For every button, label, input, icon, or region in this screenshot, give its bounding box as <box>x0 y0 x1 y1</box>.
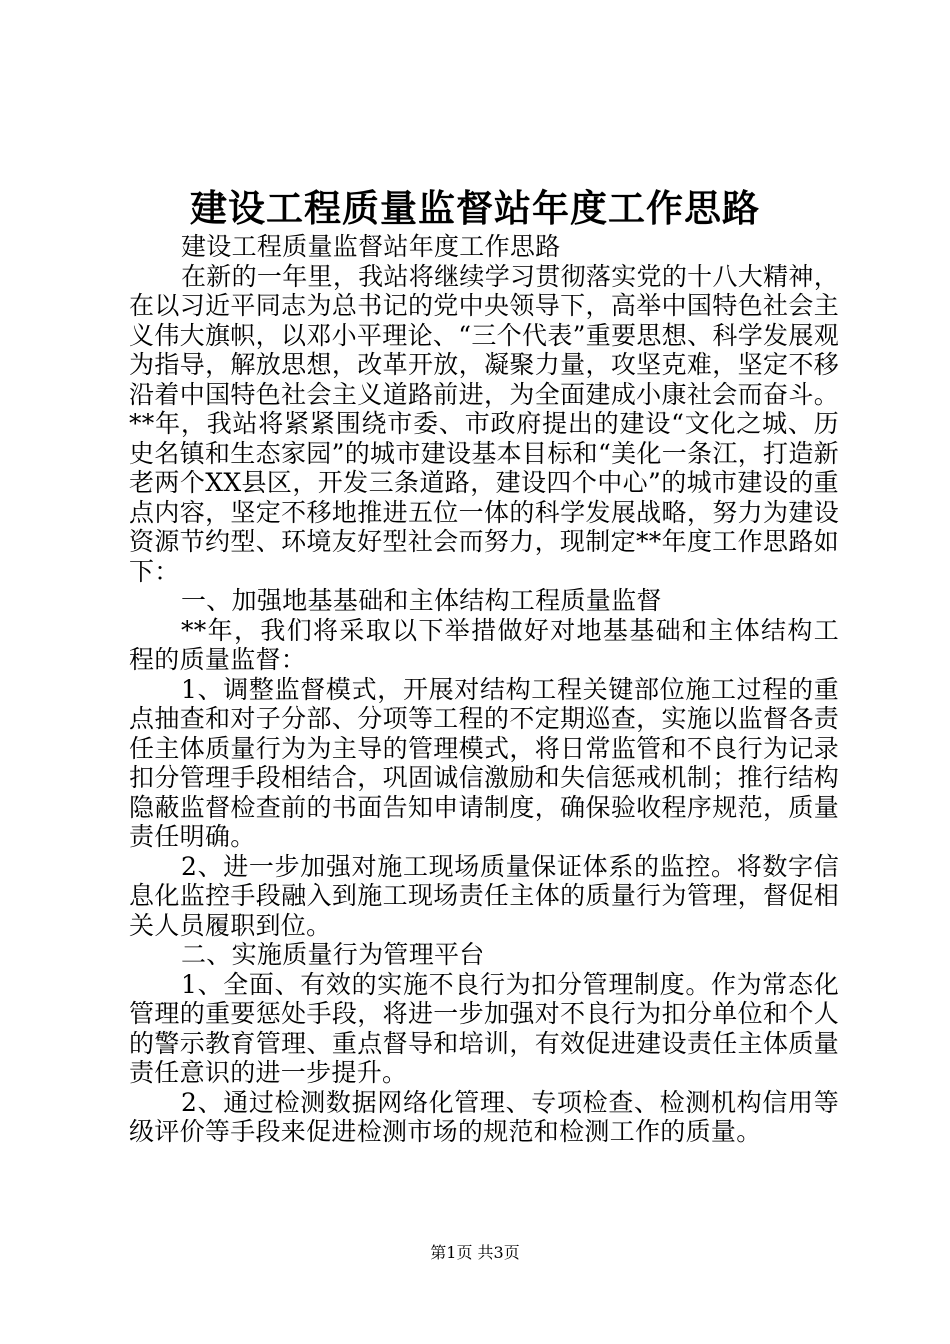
section-heading-2: 二、实施质量行为管理平台 <box>181 940 485 969</box>
page-footer: 第1页 共3页 <box>430 1243 520 1262</box>
document-title: 建设工程质量监督站年度工作思路 <box>190 186 760 230</box>
section-1-item-2: 2、进一步加强对施工现场质量保证体系的监控。将数字信息化监控手段融入到施工现场责任主体的质量行为管理，督促相关人员履职到位。 <box>129 851 839 940</box>
document-body <box>129 232 839 1147</box>
section-1-lead: **年，我们将采取以下举措做好对地基基础和主体结构工程的质量监督： <box>129 615 839 674</box>
section-1-item-1: 1、调整监督模式，开展对结构工程关键部位施工过程的重点抽查和对子分部、分项等工程的不定期巡查，实施以监督各责任主体质量行为为主导的管理模式，将日常监管和不良行为记录扣分管理手段相结合，巩固诚信激励和失信惩戒机制；推行结构隐蔽监督检查前的书面告知申请制度，确保验收程序规范，质量责任明确。 <box>129 674 839 851</box>
section-2-item-1: 1、全面、有效的实施不良行为扣分管理制度。作为常态化管理的重要惩处手段，将进一步加强对不良行为扣分单位和个人的警示教育管理、重点督导和培训，有效促进建设责任主体质量责任意识的进一步提升。 <box>129 969 839 1087</box>
intro-paragraph: 在新的一年里，我站将继续学习贯彻落实党的十八大精神，在以习近平同志为总书记的党中央领导下，高举中国特色社会主义伟大旗帜，以邓小平理论、“三个代表”重要思想、科学发展观为指导，解放思想，改革开放，凝聚力量，攻坚克难，坚定不移沿着中国特色社会主义道路前进，为全面建成小康社会而奋斗。**年，我站将紧紧围绕市委、市政府提出的建设“文化之城、历史名镇和生态家园”的城市建设基本目标和“美化一条江，打造新老两个XX县区，开发三条道路，建设四个中心”的城市建设的重点内容，坚定不移地推进五位一体的科学发展战略，努力为建设资源节约型、环境友好型社会而努力，现制定**年度工作思路如下： <box>129 261 839 586</box>
section-heading-1: 一、加强地基基础和主体结构工程质量监督 <box>181 586 662 615</box>
subtitle-paragraph: 建设工程质量监督站年度工作思路 <box>181 232 561 261</box>
section-2-item-2: 2、通过检测数据网络化管理、专项检查、检测机构信用等级评价等手段来促进检测市场的规范和检测工作的质量。 <box>129 1087 839 1146</box>
